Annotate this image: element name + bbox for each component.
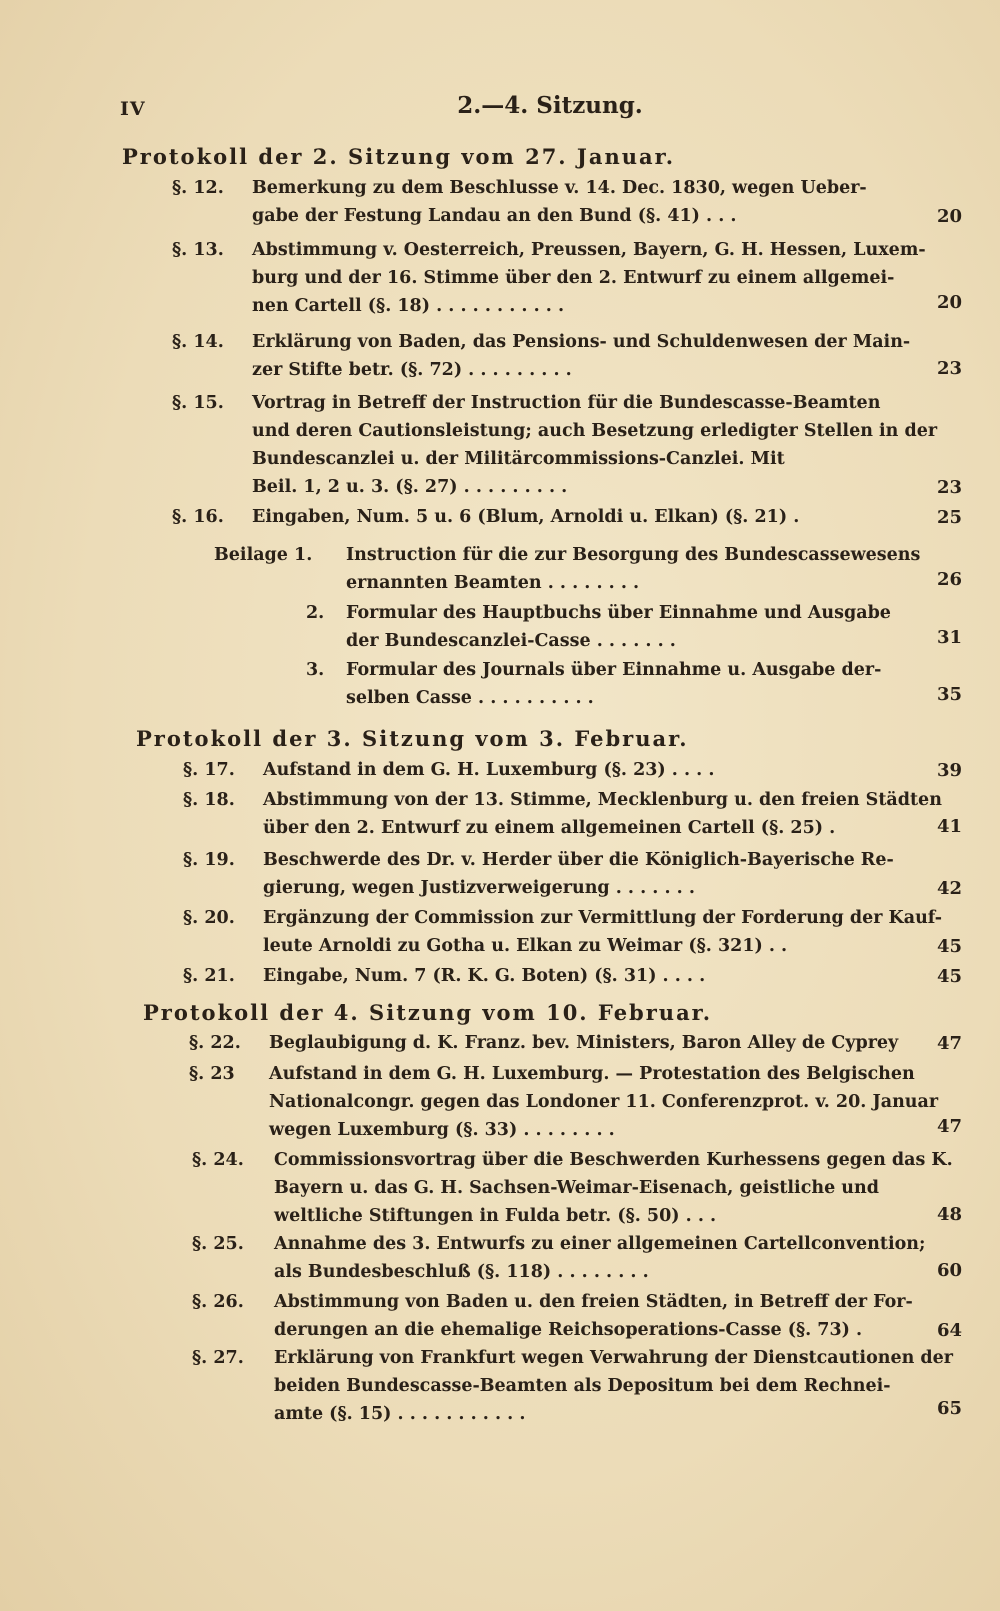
page-ref: 26 — [936, 569, 962, 590]
beilage-label: 2. — [306, 603, 325, 623]
page-ref: 41 — [936, 816, 962, 837]
entry-line: Annahme des 3. Entwurfs zu einer allgemeinen Cartellconvention; — [274, 1234, 926, 1254]
entry-line: weltliche Stiftungen in Fulda betr. (§. 50) . . . — [274, 1206, 717, 1226]
entry-line: Aufstand in dem G. H. Luxemburg. — Protestation des Belgischen — [269, 1064, 915, 1084]
entry-line: nen Cartell (§. 18) . . . . . . . . . . . — [252, 296, 565, 316]
page-ref: 23 — [936, 477, 962, 498]
toc-entry — [189, 1064, 962, 1148]
entry-line: selben Casse . . . . . . . . . . — [346, 688, 594, 708]
toc-entry — [172, 393, 962, 505]
entry-number: §. 12. — [172, 178, 224, 198]
entry-number: §. 21. — [183, 966, 235, 986]
toc-entry — [214, 545, 962, 601]
entry-line: amte (§. 15) . . . . . . . . . . . — [274, 1404, 526, 1424]
entry-line: über den 2. Entwurf zu einem allgemeinen Cartell (§. 25) . — [263, 818, 836, 838]
entry-number: §. 23 — [189, 1064, 235, 1084]
entry-line: Ergänzung der Commission zur Vermittlung der Forderung der Kauf- — [263, 908, 942, 928]
entry-line: Eingaben, Num. 5 u. 6 (Blum, Arnoldi u. Elkan) (§. 21) . — [252, 507, 800, 527]
toc-entry — [183, 908, 962, 964]
entry-line: derungen an die ehemalige Reichsoperations-Casse (§. 73) . — [274, 1320, 863, 1340]
entry-number: §. 27. — [192, 1348, 244, 1368]
entry-line: Formular des Journals über Einnahme u. Ausgabe der- — [346, 660, 882, 680]
toc-entry — [183, 760, 962, 788]
toc-entry — [214, 603, 962, 659]
entry-line: beiden Bundescasse-Beamten als Depositum bei dem Rechnei- — [274, 1376, 891, 1396]
toc-entry — [189, 1033, 962, 1061]
page-ref: 25 — [936, 507, 962, 528]
entry-line: der Bundescanzlei-Casse . . . . . . . — [346, 631, 676, 651]
entry-line: und deren Cautionsleistung; auch Besetzung erledigter Stellen in der — [252, 421, 938, 441]
entry-line: Bayern u. das G. H. Sachsen-Weimar-Eisenach, geistliche und — [274, 1178, 879, 1198]
page-ref: 39 — [936, 760, 962, 781]
page-ref: 31 — [936, 627, 962, 648]
entry-number: §. 20. — [183, 908, 235, 928]
page-ref: 64 — [936, 1320, 962, 1341]
section-title: Protokoll der 4. Sitzung vom 10. Februar. — [143, 1000, 713, 1025]
toc-entry — [172, 332, 962, 388]
entry-line: Eingabe, Num. 7 (R. K. G. Boten) (§. 31) . . . . — [263, 966, 706, 986]
page-ref: 20 — [936, 206, 962, 227]
toc-entry — [192, 1234, 962, 1290]
page-ref: 42 — [936, 878, 962, 899]
entry-line: gabe der Festung Landau an den Bund (§. 41) . . . — [252, 206, 737, 226]
entry-line: gierung, wegen Justizverweigerung . . . . . . . — [263, 878, 695, 898]
entry-line: Beschwerde des Dr. v. Herder über die Königlich-Bayerische Re- — [263, 850, 894, 870]
entry-line: als Bundesbeschluß (§. 118) . . . . . . . . — [274, 1262, 649, 1282]
entry-line: Bundescanzlei u. der Militärcommissions-Canzlei. Mit — [252, 449, 785, 469]
beilage-label: Beilage 1. — [214, 545, 313, 565]
entry-line: Abstimmung von Baden u. den freien Städten, in Betreff der For- — [274, 1292, 913, 1312]
entry-line: Bemerkung zu dem Beschlusse v. 14. Dec. 1830, wegen Ueber- — [252, 178, 867, 198]
entry-line: ernannten Beamten . . . . . . . . — [346, 573, 640, 593]
entry-line: wegen Luxemburg (§. 33) . . . . . . . . — [269, 1120, 615, 1140]
section-title: Protokoll der 2. Sitzung vom 27. Januar. — [122, 144, 676, 169]
beilage-label: 3. — [306, 660, 325, 680]
entry-number: §. 16. — [172, 507, 224, 527]
entry-number: §. 15. — [172, 393, 224, 413]
toc-entry — [172, 507, 962, 535]
entry-number: §. 22. — [189, 1033, 241, 1053]
entry-line: Instruction für die zur Besorgung des Bundescassewesens — [346, 545, 921, 565]
toc-entry — [172, 178, 962, 234]
entry-line: Abstimmung v. Oesterreich, Preussen, Bayern, G. H. Hessen, Luxem- — [252, 240, 926, 260]
toc-entry — [172, 240, 962, 324]
entry-number: §. 25. — [192, 1234, 244, 1254]
entry-line: burg und der 16. Stimme über den 2. Entwurf zu einem allgemei- — [252, 268, 895, 288]
entry-number: §. 14. — [172, 332, 224, 352]
entry-number: §. 24. — [192, 1150, 244, 1170]
entry-line: leute Arnoldi zu Gotha u. Elkan zu Weimar (§. 321) . . — [263, 936, 788, 956]
page-ref: 35 — [936, 684, 962, 705]
entry-line: Formular des Hauptbuchs über Einnahme und Ausgabe — [346, 603, 891, 623]
entry-number: §. 19. — [183, 850, 235, 870]
entry-number: §. 18. — [183, 790, 235, 810]
entry-line: zer Stifte betr. (§. 72) . . . . . . . . . — [252, 360, 572, 380]
toc-entry — [192, 1150, 962, 1234]
entry-line: Erklärung von Baden, das Pensions- und Schuldenwesen der Main- — [252, 332, 911, 352]
toc-entry — [183, 966, 962, 994]
entry-number: §. 26. — [192, 1292, 244, 1312]
toc-entry — [183, 850, 962, 906]
entry-line: Nationalcongr. gegen das Londoner 11. Conferenzprot. v. 20. Januar — [269, 1092, 939, 1112]
running-head: 2.—4. Sitzung. — [457, 92, 643, 119]
page-ref: 60 — [936, 1260, 962, 1281]
entry-line: Commissionsvortrag über die Beschwerden Kurhessens gegen das K. — [274, 1150, 953, 1170]
page-number: IV — [120, 98, 146, 120]
page-header — [120, 92, 960, 126]
toc-entry — [192, 1292, 962, 1348]
entry-line: Beil. 1, 2 u. 3. (§. 27) . . . . . . . . . — [252, 477, 568, 497]
section-title: Protokoll der 3. Sitzung vom 3. Februar. — [136, 726, 689, 751]
entry-line: Beglaubigung d. K. Franz. bev. Ministers, Baron Alley de Cyprey — [269, 1033, 899, 1053]
page-ref: 47 — [936, 1033, 962, 1054]
toc-entry — [183, 790, 962, 846]
entry-line: Abstimmung von der 13. Stimme, Mecklenburg u. den freien Städten — [263, 790, 942, 810]
page-ref: 20 — [936, 292, 962, 313]
page-ref: 23 — [936, 358, 962, 379]
toc-entry — [214, 660, 962, 716]
entry-line: Erklärung von Frankfurt wegen Verwahrung der Dienstcautionen der — [274, 1348, 954, 1368]
page-ref: 48 — [936, 1204, 962, 1225]
page-ref: 47 — [936, 1116, 962, 1137]
toc-entry — [192, 1348, 962, 1432]
entry-line: Aufstand in dem G. H. Luxemburg (§. 23) . . . . — [263, 760, 715, 780]
entry-line: Vortrag in Betreff der Instruction für die Bundescasse-Beamten — [252, 393, 881, 413]
page-ref: 45 — [936, 966, 962, 987]
page-ref: 65 — [936, 1398, 962, 1419]
entry-number: §. 13. — [172, 240, 224, 260]
page-ref: 45 — [936, 936, 962, 957]
entry-number: §. 17. — [183, 760, 235, 780]
